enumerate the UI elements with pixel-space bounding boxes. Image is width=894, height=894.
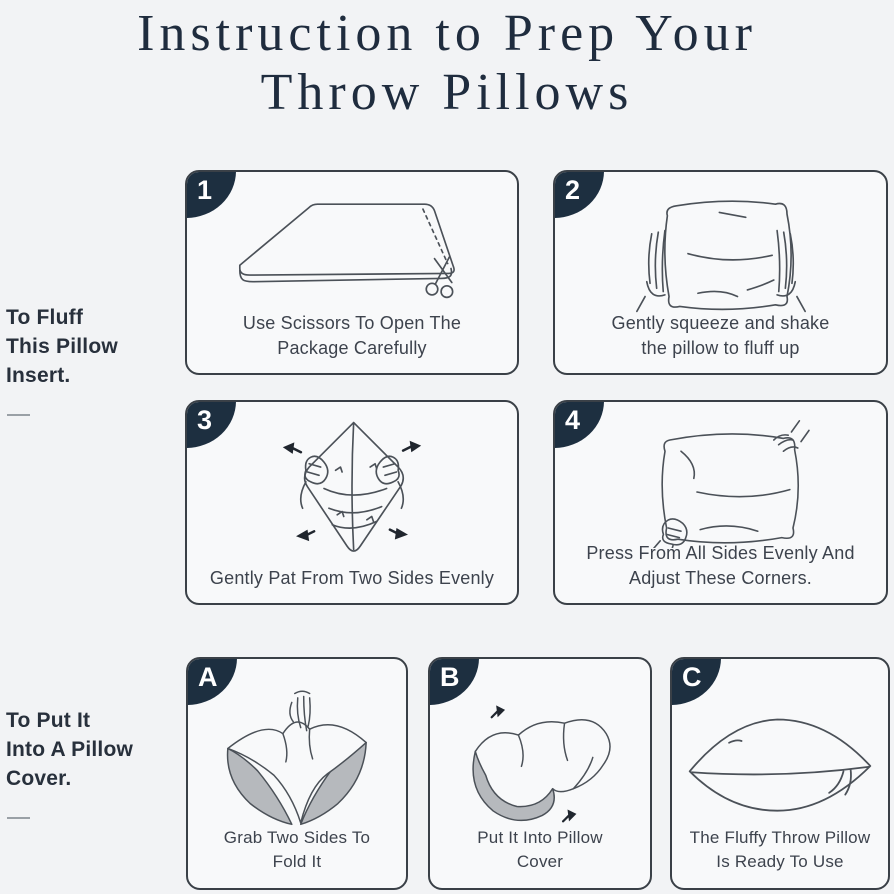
step-caption [555, 541, 886, 591]
step-badge: 3 [186, 401, 236, 448]
section-label-cover [6, 706, 178, 793]
step-panel-1 [185, 170, 519, 375]
caption-line: the pillow to fluff up [641, 338, 800, 358]
section-label-line: Cover. [6, 767, 72, 790]
step-caption [430, 826, 650, 874]
section-label-fluff [6, 303, 178, 390]
pillow-ready-side-view-illustration [677, 707, 883, 825]
pillow-pat-diamond-illustration [202, 416, 502, 556]
title-line-2: Throw Pillows [260, 64, 634, 121]
step-panel-c [670, 657, 890, 890]
caption-line: The Fluffy Throw Pillow [689, 828, 871, 847]
section-label-line: Insert. [6, 364, 71, 387]
pillow-fold-illustration [192, 689, 402, 834]
section-label-line: Into A Pillow [6, 738, 134, 761]
step-panel-3 [185, 400, 519, 605]
package-scissors-illustration [202, 186, 502, 318]
caption-line: Gently Pat From Two Sides Evenly [209, 568, 495, 588]
step-panel-4 [553, 400, 888, 605]
caption-line: Cover [516, 852, 564, 871]
step-badge: A [187, 658, 237, 705]
pillow-press-corners-illustration [571, 416, 871, 548]
caption-line: Press From All Sides Evenly And [586, 543, 855, 563]
page-title [0, 0, 894, 122]
divider-dash [7, 414, 30, 416]
caption-line: Package Carefully [277, 338, 427, 358]
step-badge: 4 [554, 401, 604, 448]
pillow-squeeze-hands-illustration [571, 186, 871, 318]
step-caption [672, 826, 888, 874]
step-panel-b [428, 657, 652, 890]
title-line-1: Instruction to Prep Your [137, 5, 757, 62]
step-caption [188, 826, 406, 874]
divider-dash [7, 817, 30, 819]
step-badge: 1 [186, 171, 236, 218]
section-label-line: To Put It [6, 709, 91, 732]
section-label-line: This Pillow [6, 335, 118, 358]
caption-line: Fold It [272, 852, 322, 871]
caption-line: Put It Into Pillow [477, 828, 603, 847]
pillow-into-cover-illustration [435, 689, 645, 834]
step-badge: B [429, 658, 479, 705]
caption-line: Grab Two Sides To [223, 828, 371, 847]
step-caption [555, 311, 886, 361]
step-badge: 2 [554, 171, 604, 218]
caption-line: Use Scissors To Open The [242, 313, 462, 333]
step-caption [187, 311, 517, 361]
caption-line: Adjust These Corners. [629, 568, 812, 588]
section-label-line: To Fluff [6, 306, 84, 329]
step-panel-2 [553, 170, 888, 375]
step-caption [187, 566, 517, 591]
caption-line: Gently squeeze and shake [611, 313, 830, 333]
caption-line: Is Ready To Use [716, 852, 844, 871]
step-badge: C [671, 658, 721, 705]
step-panel-a [186, 657, 408, 890]
